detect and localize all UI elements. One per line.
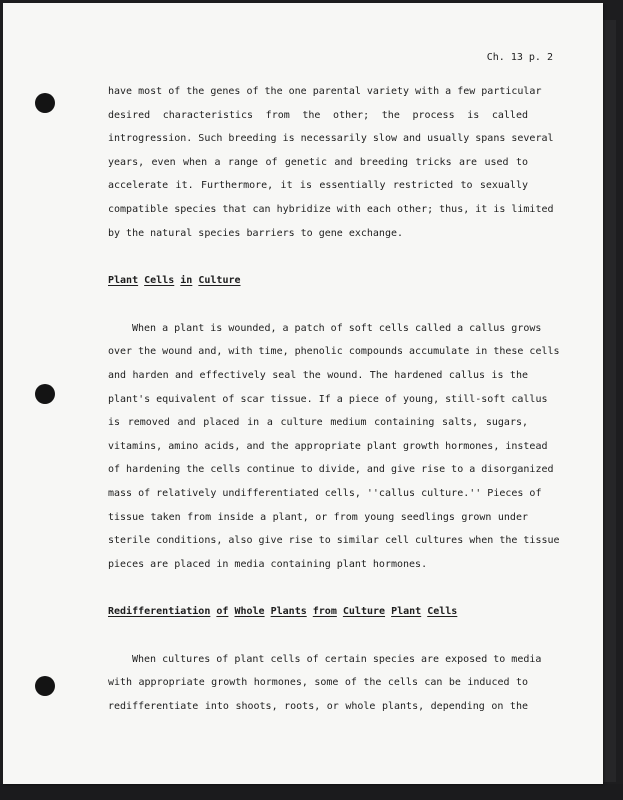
text-line: redifferentiate into shoots, roots, or whole plants, depending on the [108,701,528,713]
text-line: When a plant is wounded, a patch of soft cells called a callus grows [132,322,542,334]
binder-hole-middle [35,384,55,404]
paragraph-introgression [108,80,554,245]
section-heading-redifferentiation [108,600,528,624]
text-line: pieces are placed in media containing plant hormones. [108,558,428,570]
heading-word: Plant [391,606,422,618]
text-line: over the wound and, with time, phenolic compounds accumulate in these cells [108,346,560,358]
heading-word: Plant [108,275,139,287]
heading-word: Cells [144,275,175,287]
binder-hole-top [35,93,55,113]
text-line: sterile conditions, also give rise to similar cell cultures when the tissue [108,535,560,547]
paragraph-callus-culture [108,317,560,577]
page-body [108,80,560,719]
text-line: vitamins, amino acids, and the appropriate plant growth hormones, instead [108,440,548,452]
text-line: by the natural species barriers to gene exchange. [108,227,404,239]
heading-word: Redifferentiation [108,606,211,618]
heading-word: Whole [234,606,265,618]
scan-background-bottom [0,784,623,800]
text-line: When cultures of plant cells of certain species are exposed to media [132,653,542,665]
text-line: and harden and effectively seal the wound. The hardened callus is the [108,369,528,381]
heading-word: Plants [270,606,307,618]
text-line: introgression. Such breeding is necessarily slow and usually spans several [108,133,554,145]
heading-word: of [216,606,229,618]
heading-word: Culture [342,606,386,618]
text-line: is removed and placed in a culture medium containing salts, sugars, [108,417,528,429]
text-line: mass of relatively undifferentiated cells, ''callus culture.'' Pieces of [108,487,542,499]
text-line: accelerate it. Furthermore, it is essentially restricted to sexually [108,180,528,192]
text-line: tissue taken from inside a plant, or from young seedlings grown under [108,511,528,523]
heading-word: Culture [198,275,241,287]
text-line: compatible species that can hybridize with each other; thus, it is limited [108,203,554,215]
text-line: with appropriate growth hormones, some of the cells can be induced to [108,677,528,689]
section-heading-plant-cells-in-culture [108,269,528,293]
text-line: years, even when a range of genetic and breeding tricks are used to [108,156,528,168]
next-page-edge [603,20,616,782]
heading-word: from [312,606,337,618]
binder-hole-bottom [35,676,55,696]
page-number-header: Ch. 13 p. 2 [486,52,553,63]
text-line: have most of the genes of the one parental variety with a few particular [108,86,542,97]
text-line: of hardening the cells continue to divide, and give rise to a disorganized [108,464,554,476]
heading-word: in [180,275,193,287]
heading-word: Cells [427,606,458,618]
paragraph-redifferentiation [108,648,542,719]
text-line: plant's equivalent of scar tissue. If a piece of young, still-soft callus [108,393,548,405]
text-line: desired characteristics from the other; the process is called [108,109,528,121]
